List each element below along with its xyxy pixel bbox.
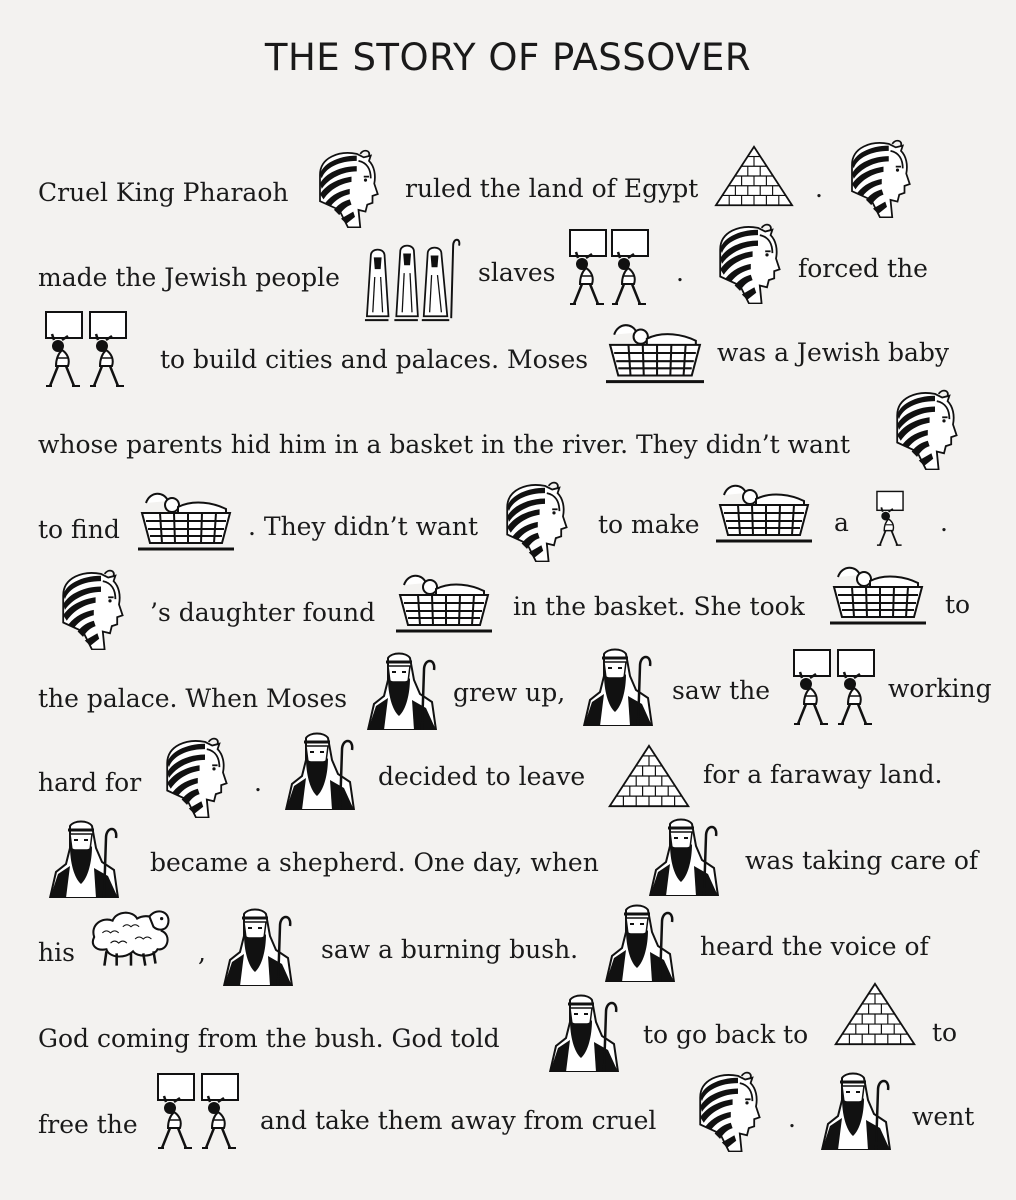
jewish-people-icon	[363, 232, 461, 324]
pharaoh-icon	[56, 568, 128, 650]
story-text: to	[945, 590, 971, 619]
story-text: was a Jewish baby	[717, 338, 950, 367]
slave-icon	[42, 310, 86, 390]
moses-icon	[644, 816, 724, 896]
pharaoh-icon	[500, 480, 572, 562]
slave-icon	[566, 228, 610, 308]
slave-icon	[790, 648, 834, 728]
story-text: . They didn’t want	[248, 512, 479, 541]
story-text: .	[254, 768, 262, 797]
sheep-icon	[86, 906, 178, 968]
story-text: was taking care of	[745, 846, 979, 875]
pharaoh-icon	[890, 388, 962, 470]
story-text: a	[834, 508, 849, 537]
story-text: ruled the land of Egypt	[405, 174, 699, 203]
story-text: to	[932, 1018, 958, 1047]
story-text: .	[815, 174, 823, 203]
moses-icon	[218, 906, 298, 986]
story-text: and take them away from cruel	[260, 1106, 657, 1135]
story-text: whose parents hid him in a basket in the river. They didn’t want	[38, 430, 851, 459]
story-text: for a faraway land.	[703, 760, 943, 789]
pyramid-icon	[710, 145, 798, 207]
story-text: saw the	[672, 676, 771, 705]
moses-icon	[816, 1070, 896, 1150]
slave-icon	[154, 1072, 198, 1152]
story-text: Cruel King Pharaoh	[38, 178, 289, 207]
baby-basket-icon	[830, 562, 926, 626]
story-text: heard the voice of	[700, 932, 929, 961]
pharaoh-icon	[313, 148, 383, 228]
story-text: to go back to	[643, 1020, 809, 1049]
story-text: became a shepherd. One day, when	[150, 848, 599, 877]
story-text: went	[912, 1102, 975, 1131]
story-text: forced the	[798, 254, 928, 283]
story-text: God coming from the bush. God told	[38, 1024, 500, 1053]
moses-icon	[544, 992, 624, 1072]
story-text: to build cities and palaces. Moses	[160, 345, 589, 374]
moses-icon	[280, 730, 360, 810]
story-text: slaves	[478, 258, 556, 287]
story-text: ,	[198, 938, 206, 967]
story-text: to find	[38, 515, 120, 544]
baby-basket-icon	[138, 488, 234, 552]
baby-basket-icon	[606, 320, 704, 384]
moses-icon	[600, 902, 680, 982]
story-text: ’s daughter found	[150, 598, 376, 627]
story-text: hard for	[38, 768, 142, 797]
page-title: THE STORY OF PASSOVER	[264, 36, 752, 79]
moses-icon	[578, 646, 658, 726]
story-text: his	[38, 938, 75, 967]
story-text: .	[676, 258, 684, 287]
story-text: grew up,	[453, 678, 566, 707]
moses-icon	[44, 818, 124, 898]
story-text: working	[888, 674, 992, 703]
pyramid-icon	[606, 744, 692, 808]
pyramid-icon	[832, 982, 918, 1046]
baby-basket-icon	[716, 480, 812, 544]
story-text: made the Jewish people	[38, 263, 340, 292]
slave-icon	[198, 1072, 242, 1152]
story-text: decided to leave	[378, 762, 586, 791]
slave-icon	[834, 648, 878, 728]
story-text: saw a burning bush.	[321, 935, 579, 964]
pharaoh-icon	[845, 138, 915, 218]
story-text: to make	[598, 510, 700, 539]
slave-icon	[86, 310, 130, 390]
slave-icon	[608, 228, 652, 308]
baby-basket-icon	[396, 570, 492, 634]
story-text: free the	[38, 1110, 138, 1139]
story-text: .	[940, 508, 948, 537]
pharaoh-icon	[160, 736, 232, 818]
pharaoh-icon	[713, 222, 785, 304]
story-text: .	[788, 1104, 796, 1133]
moses-icon	[362, 650, 442, 730]
story-text: in the basket. She took	[513, 592, 805, 621]
slave-icon	[868, 490, 912, 548]
pharaoh-icon	[693, 1070, 765, 1152]
story-text: the palace. When Moses	[38, 684, 348, 713]
